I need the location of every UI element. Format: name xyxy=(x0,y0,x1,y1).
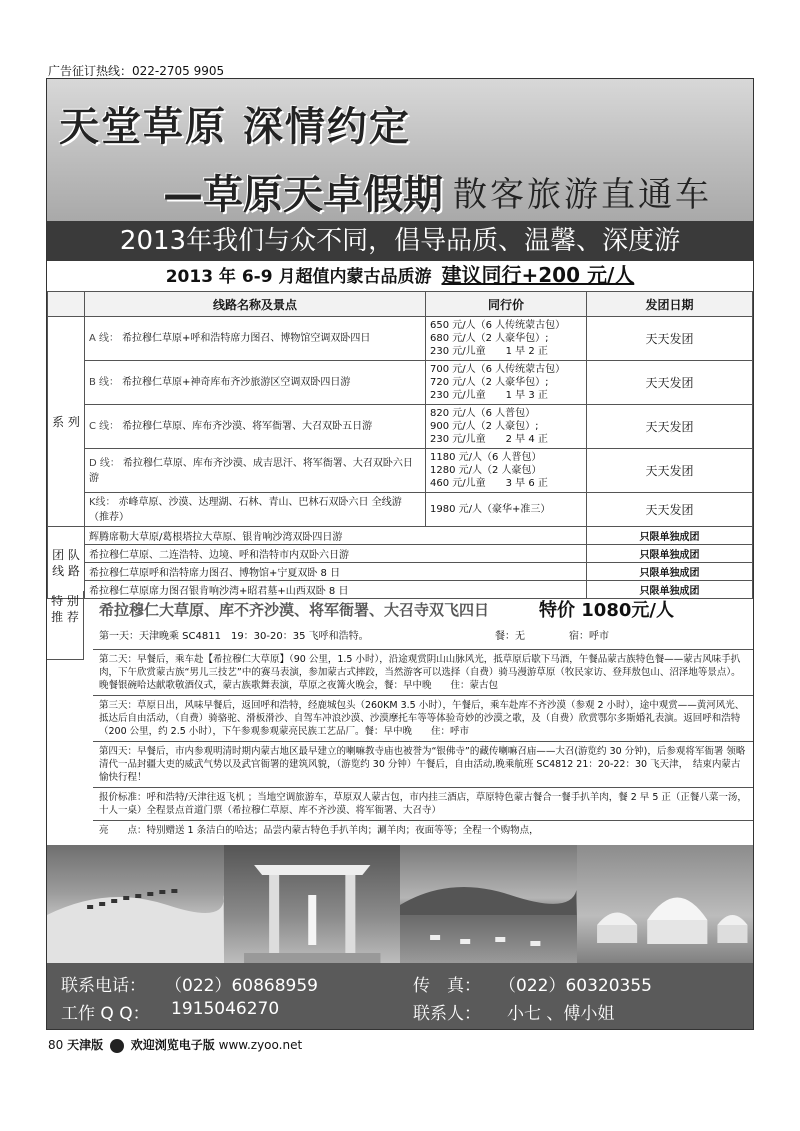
fax-label: 传 真： xyxy=(413,976,481,996)
slogan-bar: 2013年我们与众不同，倡导品质、温馨、深度游 xyxy=(47,221,753,261)
table-row xyxy=(48,545,753,563)
phone-number: （022）60868959 xyxy=(165,976,318,996)
price-cell: 1180 元/人（6 人普包） 1280 元/人（2 人豪包） 460 元/儿童 3 早 6 正 xyxy=(426,449,587,493)
itinerary-day4: 第四天：早餐后，市内参观明清时期内蒙古地区最早建立的喇嘛教寺庙也被誉为“银佛寺”的藏传喇嘛召庙——大召(游览约 30 分钟)，后参观将军衙署 领略清代一品封疆大吏的威武气势以及武官衙署的建筑风貌，（游览约 30 分钟）午餐后，自由活动,晚乘航班 SC4812 21：20-22：30 飞天津， 结束内蒙古愉快行程！ xyxy=(93,741,753,787)
table-row xyxy=(48,563,753,581)
table-header xyxy=(48,292,753,317)
ad-frame xyxy=(46,78,754,1030)
offer-line xyxy=(47,261,753,289)
day1-stay: 宿：呼市 xyxy=(569,631,609,642)
route-cell: C 线： 希拉穆仁草原、库布齐沙漠、将军衙署、大召双卧五日游 xyxy=(85,405,426,449)
contact-bar xyxy=(47,963,753,1029)
group-route: 希拉穆仁草原、二连浩特、边境、呼和浩特市内双卧六日游 xyxy=(85,545,587,563)
price-cell: 700 元/人（6 人传统蒙古包） 720 元/人（2 人豪华包）; 230 元/儿童 1 早 3 正 xyxy=(426,361,587,405)
date-cell: 天天发团 xyxy=(587,317,753,361)
table-row xyxy=(48,493,753,527)
date-cell: 天天发团 xyxy=(587,405,753,449)
publisher-logo-icon xyxy=(110,1039,124,1053)
desert-camels-photo xyxy=(47,845,224,963)
page-footer xyxy=(48,1036,302,1053)
group-note: 只限单独成团 xyxy=(587,563,753,581)
table-row xyxy=(48,405,753,449)
route-cell: A 线： 希拉穆仁草原+呼和浩特席力图召、博物馆空调双卧四日 xyxy=(85,317,426,361)
price-standard: 报价标准：呼和浩特/天津往返飞机 ；当地空调旅游车，草原双人蒙古包，市内挂三酒店，草原特色蒙古餐合一餐手扒羊肉，餐 2 早 5 正（正餐八菜一汤，十人一桌）全程景点首道门票（希拉穆仁草原、库不齐沙漠、将军衙署、大召寺） xyxy=(93,787,753,820)
itinerary xyxy=(93,649,753,840)
date-cell: 天天发团 xyxy=(587,361,753,405)
header-date: 发团日期 xyxy=(587,292,753,317)
group-note: 只限单独成团 xyxy=(587,545,753,563)
route-cell: K线： 赤峰草原、沙漠、达理湖、石林、青山、巴林石双卧六日 全线游（推荐） xyxy=(85,493,426,527)
price-table xyxy=(47,291,753,599)
day1-text: 第一天：天津晚乘 SC4811 19：30-20：35 飞呼和浩特。 xyxy=(99,631,369,642)
header-blank xyxy=(48,292,85,317)
qq-label: 工作 Q Q： xyxy=(61,1004,150,1024)
table-row xyxy=(48,527,753,545)
contact-person: 小七 、傅小姐 xyxy=(507,1004,615,1024)
group-label: 团 队 线 路 xyxy=(48,527,85,599)
header-price: 同行价 xyxy=(426,292,587,317)
group-route: 希拉穆仁草原席力图召银肯响沙湾+昭君墓+山西双卧 8 日 xyxy=(85,581,587,599)
route-cell: D 线： 希拉穆仁草原、库布齐沙漠、成吉思汗、将军衙署、大召双卧六日游 xyxy=(85,449,426,493)
series-label: 系 列 xyxy=(48,317,85,527)
table-row xyxy=(48,317,753,361)
header-banner xyxy=(47,79,753,221)
group-route: 辉腾席勒大草原/葛根塔拉大草原、银肯响沙湾双卧四日游 xyxy=(85,527,587,545)
itinerary-day3: 第三天：草原日出，风味早餐后，返回呼和浩特，经鹿城包头（260KM 3.5 小时），午餐后，乘车赴库不齐沙漠（参观 2 小时），途中观赏——黄河风光、抵达后自由活动，（自费）骑骆驼、滑板滑沙、自驾车冲浪沙漠、沙漠摩托车等等体验奇妙的沙漠之歌，及（自费）欣赏鄂尔多斯婚礼表演。返回呼和浩特（200 公里，约 2.5 小时），下午参观参观蒙亮民族工艺品厂。餐：早中晚 住：呼市 xyxy=(93,695,753,741)
edition-label: 天津版 xyxy=(67,1038,104,1052)
highlights: 亮 点：特别赠送 1 条洁白的哈达；品尝内蒙古特色手扒羊肉；涮羊肉；夜面等等；全程一个购物点， xyxy=(93,820,753,840)
photo-strip xyxy=(47,845,753,963)
special-price: 特价 1080元/人 xyxy=(539,600,674,621)
headline-subtitle: 散客旅游直通车 xyxy=(453,175,712,215)
table-row xyxy=(48,449,753,493)
page-number: 80 xyxy=(48,1038,64,1052)
date-cell: 天天发团 xyxy=(587,449,753,493)
date-cell: 天天发团 xyxy=(587,493,753,527)
group-note: 只限单独成团 xyxy=(587,581,753,599)
special-label: 特 别 推 荐 xyxy=(47,591,84,660)
special-title: 希拉穆仁大草原、库不齐沙漠、将军衙署、大召寺双飞四日 xyxy=(99,601,490,619)
header-route: 线路名称及景点 xyxy=(85,292,426,317)
offer-highlight: 建议同行+200 元/人 xyxy=(441,263,635,287)
yurt-camp-photo xyxy=(577,845,754,963)
ad-hotline: 广告征订热线：022-2705 9905 xyxy=(48,64,225,78)
grassland-photo xyxy=(400,845,577,963)
fax-number: （022）60320355 xyxy=(499,976,652,996)
table-row xyxy=(48,361,753,405)
day1-row xyxy=(99,627,749,642)
phone-label: 联系电话： xyxy=(61,976,146,996)
day1-meals: 餐：无 xyxy=(495,631,525,642)
qq-number: 1915046270 xyxy=(171,999,280,1019)
welcome-text: 欢迎浏览电子版 xyxy=(130,1038,215,1052)
route-cell: B 线： 希拉穆仁草原+神奇库布齐沙旅游区空调双卧四日游 xyxy=(85,361,426,405)
itinerary-day2: 第二天：早餐后，乘车赴【希拉穆仁大草原】（90 公里，1.5 小时），沿途观赏阴山山脉风光，抵草原后歇下马酒，午餐品蒙古族特色餐——蒙古风味手扒肉，下午欣赏蒙古族“男儿三技艺”中的赛马表演，参加蒙古式摔跤，当然游客可以选择（自费）骑马漫游草原（牧民家访、登拜敖包山、沼泽地等景点）。晚餐银碗哈达献歌敬酒仪式，蒙古族歌舞表演，草原之夜篝火晚会，餐：早中晚 住：蒙古包 xyxy=(93,649,753,695)
monument-gate-photo xyxy=(224,845,401,963)
group-note: 只限单独成团 xyxy=(587,527,753,545)
website-link[interactable]: www.zyoo.net xyxy=(218,1038,303,1052)
group-route: 希拉穆仁草原呼和浩特席力图召、博物馆+宁夏双卧 8 日 xyxy=(85,563,587,581)
offer-text: 2013 年 6-9 月超值内蒙古品质游 xyxy=(165,267,432,287)
person-label: 联系人： xyxy=(413,1004,481,1024)
price-cell: 820 元/人（6 人普包） 900 元/人（2 人豪包）; 230 元/儿童 2 早 4 正 xyxy=(426,405,587,449)
price-cell: 650 元/人（6 人传统蒙古包） 680 元/人（2 人豪华包）; 230 元/儿童 1 早 2 正 xyxy=(426,317,587,361)
price-cell: 1980 元/人（豪华+准三） xyxy=(426,493,587,527)
headline-title: 天堂草原 深情约定 xyxy=(59,104,411,150)
headline-brand: —草原天卓假期 xyxy=(163,172,443,218)
